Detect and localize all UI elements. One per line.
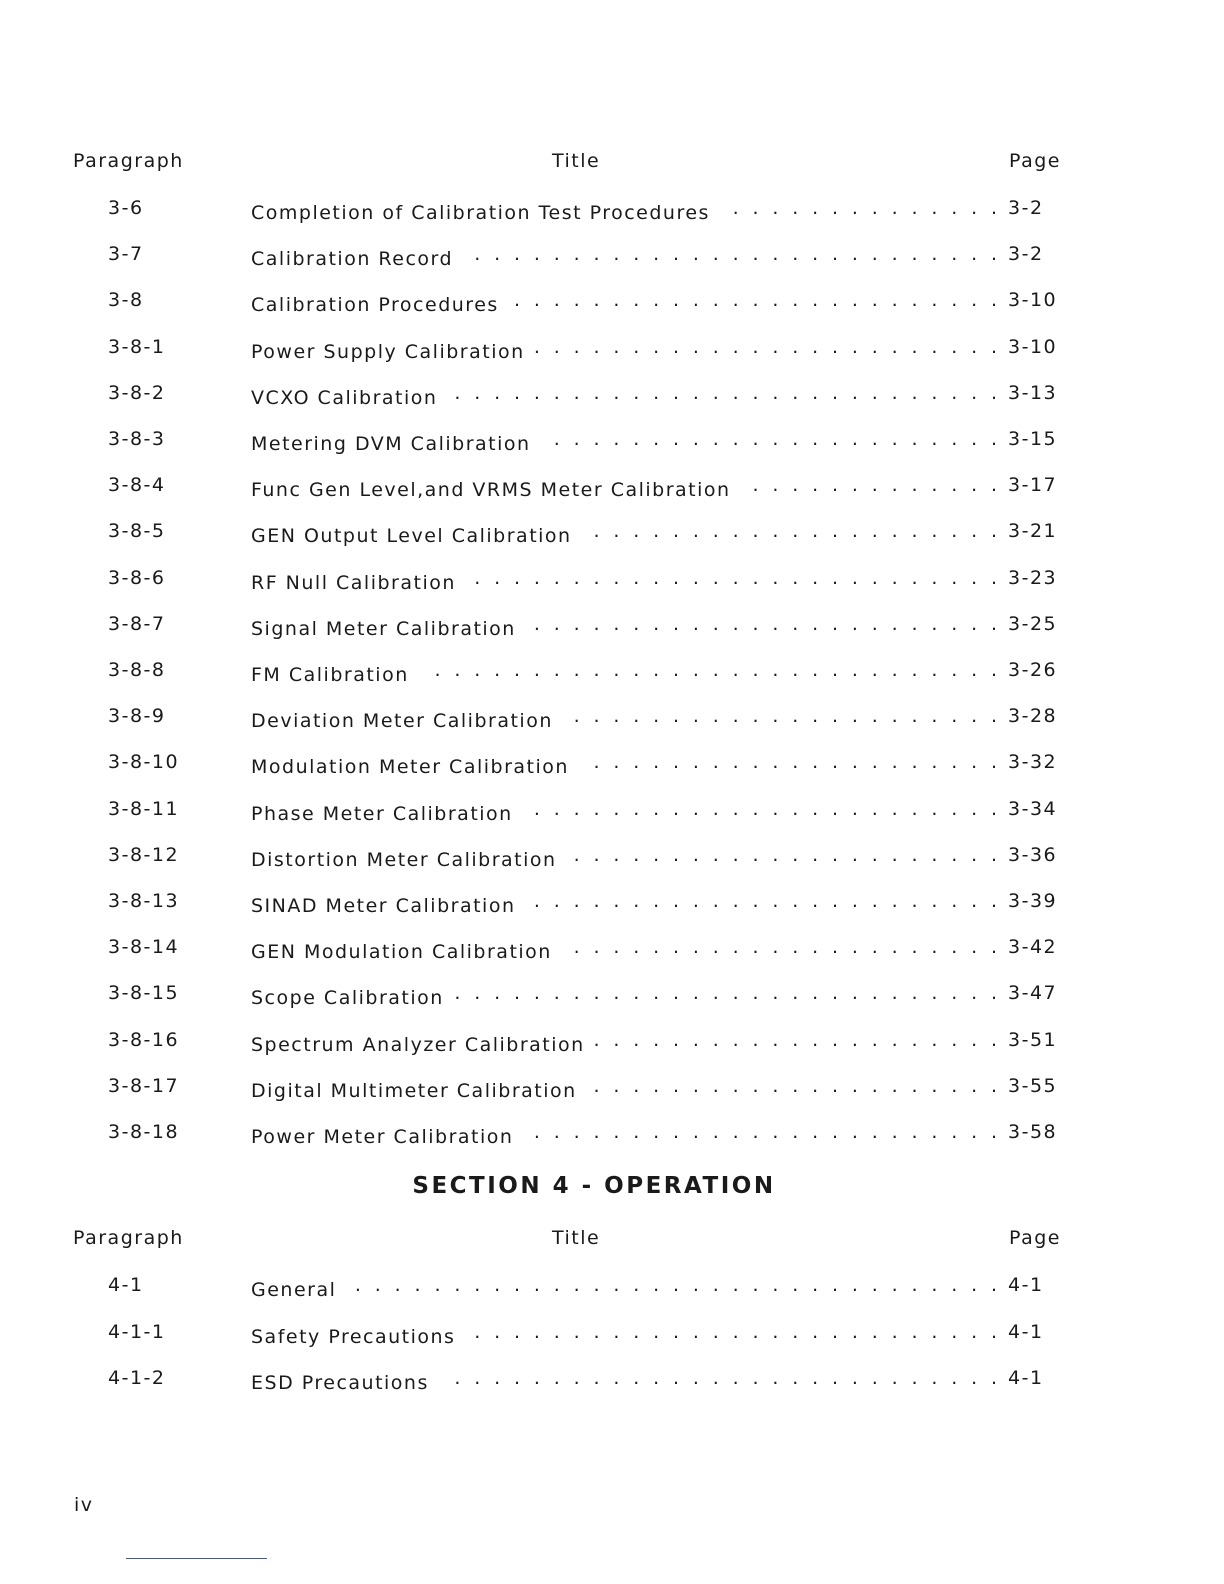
dot-leader xyxy=(720,197,1001,219)
entry-title-line xyxy=(251,844,1001,871)
paragraph-number: 3-8-7 xyxy=(108,612,166,635)
page-number: 3-25 xyxy=(1008,612,1058,635)
toc-entry xyxy=(0,659,1224,689)
page-column-header-2: Page xyxy=(1009,1227,1061,1249)
toc-entry xyxy=(0,982,1224,1012)
paragraph-number: 3-7 xyxy=(108,243,144,266)
page-number: 3-42 xyxy=(1008,936,1058,959)
entry-title-line xyxy=(251,1274,1001,1301)
toc-entry xyxy=(0,520,1224,550)
entry-title-line xyxy=(251,1321,1001,1348)
page-number: 3-26 xyxy=(1008,659,1058,681)
entry-title: FM Calibration xyxy=(251,664,409,686)
paragraph-column-header-2: Paragraph xyxy=(73,1227,184,1249)
toc-entry xyxy=(0,567,1224,597)
toc-entry xyxy=(0,1321,1224,1351)
entry-title: Metering DVM Calibration xyxy=(251,433,531,455)
dot-leader xyxy=(454,982,1001,1004)
entry-title: Distortion Meter Calibration xyxy=(251,848,557,871)
dot-leader xyxy=(562,936,1001,958)
page-number: 3-15 xyxy=(1008,428,1058,450)
paragraph-number: 3-8-14 xyxy=(108,936,180,959)
entry-title-line xyxy=(251,1075,1001,1102)
entry-title-line xyxy=(251,382,1001,409)
dot-leader xyxy=(419,659,1001,681)
entry-title-line xyxy=(251,428,1001,455)
dot-leader xyxy=(582,520,1001,542)
entry-title-line xyxy=(251,982,1001,1009)
entry-title: Digital Multimeter Calibration xyxy=(251,1079,577,1102)
entry-title-line xyxy=(251,659,1001,686)
toc-entry xyxy=(0,751,1224,781)
paragraph-number: 3-8-5 xyxy=(108,520,166,543)
dot-leader xyxy=(439,1367,1001,1389)
paragraph-number: 3-8-6 xyxy=(108,566,166,589)
dot-leader xyxy=(587,1075,1001,1097)
toc-entry xyxy=(0,1029,1224,1059)
page-number: 3-17 xyxy=(1008,474,1058,497)
entry-title-line xyxy=(251,336,1001,363)
page-number: 4-1 xyxy=(1008,1320,1044,1343)
page-number: 3-10 xyxy=(1008,289,1058,312)
dot-leader xyxy=(509,289,1001,311)
title-column-header: Title xyxy=(552,150,601,172)
entry-title-line xyxy=(251,705,1001,732)
entry-title: GEN Modulation Calibration xyxy=(251,941,552,964)
entry-title-line xyxy=(251,936,1001,963)
entry-title-line xyxy=(251,1367,1001,1394)
dot-leader xyxy=(535,336,1001,358)
toc-entry xyxy=(0,382,1224,412)
paragraph-number: 3-8-1 xyxy=(108,335,166,358)
toc-entry xyxy=(0,428,1224,458)
dot-leader xyxy=(541,428,1001,450)
toc-entry xyxy=(0,1075,1224,1105)
entry-title-line xyxy=(251,289,1001,316)
paragraph-number: 4-1 xyxy=(108,1274,144,1296)
entry-title-line xyxy=(251,1121,1001,1148)
page-folio: iv xyxy=(74,1494,94,1516)
page-number: 4-1 xyxy=(1008,1274,1044,1296)
entry-title: Deviation Meter Calibration xyxy=(251,710,553,733)
paragraph-number: 3-8-15 xyxy=(108,982,180,1005)
entry-title-line xyxy=(251,567,1001,594)
paragraph-number: 3-8-9 xyxy=(108,705,166,728)
page-number: 3-28 xyxy=(1008,705,1058,728)
page-number: 3-58 xyxy=(1008,1121,1058,1143)
entry-title: Power Meter Calibration xyxy=(251,1126,514,1148)
entry-title: Phase Meter Calibration xyxy=(251,802,513,825)
toc-entry xyxy=(0,936,1224,966)
paragraph-number: 3-8-11 xyxy=(108,797,180,820)
entry-title: Safety Precautions xyxy=(251,1325,456,1348)
dot-leader xyxy=(595,1029,1001,1051)
paragraph-number: 3-8-2 xyxy=(108,381,166,404)
dot-leader xyxy=(463,243,1001,265)
entry-title-line xyxy=(251,197,1001,224)
page-number: 3-55 xyxy=(1008,1074,1058,1097)
dot-leader xyxy=(526,613,1001,635)
entry-title: Modulation Meter Calibration xyxy=(251,756,569,779)
paragraph-number: 3-8-18 xyxy=(108,1121,180,1143)
entry-title: Calibration Procedures xyxy=(251,294,499,317)
paragraph-number: 3-8-17 xyxy=(108,1074,180,1097)
entry-title: General xyxy=(251,1279,337,1301)
dot-leader xyxy=(567,844,1001,866)
section-heading: SECTION 4 - OPERATION xyxy=(412,1173,776,1199)
page-number: 3-10 xyxy=(1008,335,1058,358)
paragraph-number: 3-8-8 xyxy=(108,659,166,681)
page-number: 3-47 xyxy=(1008,982,1058,1005)
page-number: 3-21 xyxy=(1008,520,1058,543)
paragraph-number: 3-8-12 xyxy=(108,843,180,866)
paragraph-number: 3-6 xyxy=(108,197,144,219)
title-column-header-2: Title xyxy=(552,1227,601,1249)
page-column-header: Page xyxy=(1009,150,1061,172)
entry-title: VCXO Calibration xyxy=(251,386,438,409)
entry-title: Signal Meter Calibration xyxy=(251,617,516,640)
toc-entry xyxy=(0,613,1224,643)
entry-title: SINAD Meter Calibration xyxy=(251,895,516,917)
toc-entry xyxy=(0,705,1224,735)
entry-title-line xyxy=(251,1029,1001,1056)
page-number: 3-51 xyxy=(1008,1028,1058,1051)
paragraph-number: 3-8 xyxy=(108,289,144,312)
paragraph-number: 3-8-4 xyxy=(108,474,166,497)
entry-title: GEN Output Level Calibration xyxy=(251,525,572,548)
page-number: 3-23 xyxy=(1008,566,1058,589)
entry-title-line xyxy=(251,890,1001,917)
entry-title: Calibration Record xyxy=(251,248,454,271)
paragraph-number: 3-8-3 xyxy=(108,428,166,450)
entry-title-line xyxy=(251,798,1001,825)
dot-leader xyxy=(523,798,1001,820)
entry-title: Scope Calibration xyxy=(251,987,444,1010)
toc-entry xyxy=(0,197,1224,227)
entry-title: ESD Precautions xyxy=(251,1372,429,1394)
page-number: 3-2 xyxy=(1008,243,1044,266)
dot-leader xyxy=(447,382,1001,404)
toc-entry xyxy=(0,1367,1224,1397)
page-number: 3-34 xyxy=(1008,797,1058,820)
entry-title: Power Supply Calibration xyxy=(251,340,525,363)
dot-leader xyxy=(741,474,1001,496)
toc-entry xyxy=(0,1121,1224,1151)
toc-entry xyxy=(0,890,1224,920)
dot-leader xyxy=(579,751,1001,773)
paragraph-number: 4-1-1 xyxy=(108,1320,166,1343)
page-number: 3-13 xyxy=(1008,381,1058,404)
paragraph-number: 4-1-2 xyxy=(108,1367,166,1389)
page-number: 3-2 xyxy=(1008,197,1044,219)
paragraph-number: 3-8-10 xyxy=(108,751,180,774)
toc-entry xyxy=(0,844,1224,874)
dot-leader xyxy=(526,890,1002,912)
entry-title-line xyxy=(251,520,1001,547)
paragraph-number: 3-8-16 xyxy=(108,1028,180,1051)
paragraph-column-header: Paragraph xyxy=(73,150,184,172)
dot-leader xyxy=(523,1121,1001,1143)
page-number: 3-39 xyxy=(1008,890,1058,912)
page-number: 4-1 xyxy=(1008,1367,1044,1389)
toc-entry xyxy=(0,243,1224,273)
footer-rule xyxy=(126,1558,267,1559)
toc-entry xyxy=(0,336,1224,366)
dot-leader xyxy=(466,567,1001,589)
page-number: 3-32 xyxy=(1008,751,1058,774)
dot-leader xyxy=(465,1321,1001,1343)
toc-entry xyxy=(0,1274,1224,1304)
entry-title: Func Gen Level,and VRMS Meter Calibration xyxy=(251,479,731,502)
entry-title: RF Null Calibration xyxy=(251,571,456,594)
toc-entry xyxy=(0,798,1224,828)
entry-title-line xyxy=(251,243,1001,270)
toc-entry xyxy=(0,474,1224,504)
toc-entry xyxy=(0,289,1224,319)
entry-title: Completion of Calibration Test Procedures xyxy=(251,202,710,224)
page-number: 3-36 xyxy=(1008,843,1058,866)
dot-leader xyxy=(346,1274,1001,1296)
entry-title-line xyxy=(251,613,1001,640)
paragraph-number: 3-8-13 xyxy=(108,890,180,912)
entry-title-line xyxy=(251,751,1001,778)
entry-title-line xyxy=(251,474,1001,501)
entry-title: Spectrum Analyzer Calibration xyxy=(251,1033,585,1056)
dot-leader xyxy=(563,705,1001,727)
